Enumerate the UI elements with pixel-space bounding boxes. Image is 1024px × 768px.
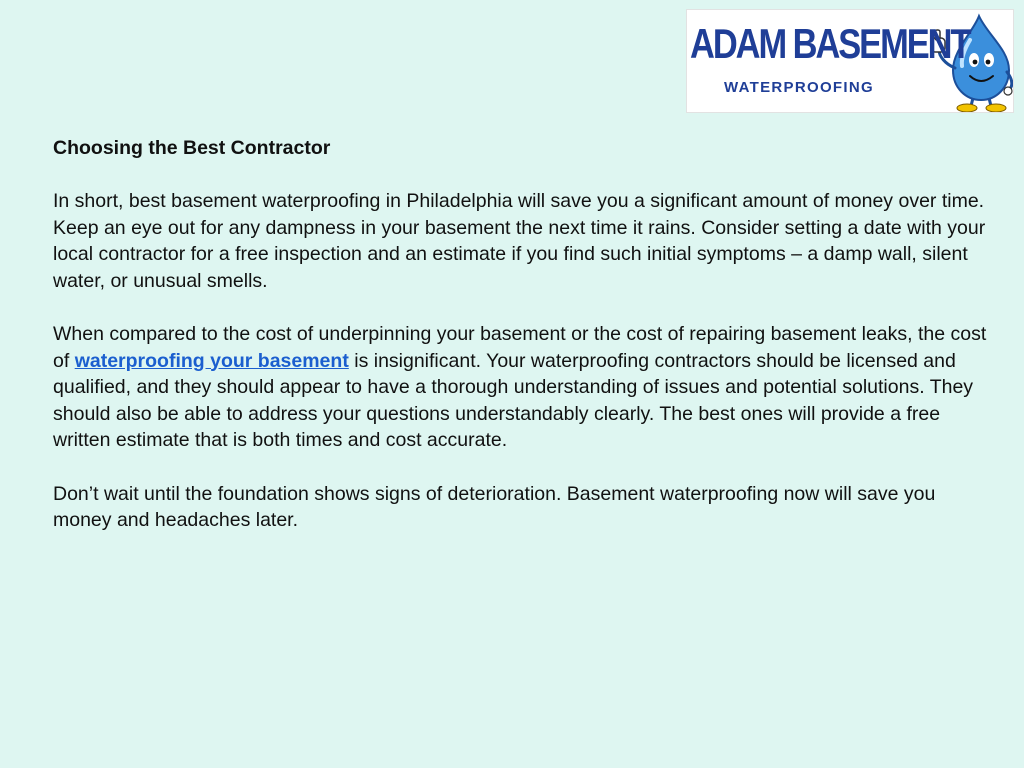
logo-title: ADAM BASEMENT [690,20,970,67]
paragraph-cost-before-link: When compared to the cost of underpinning your basement or the cost of repairing basement leaks, the cost of [53,323,987,372]
logo-subtitle: WATERPROOFING [724,79,874,96]
article-body [53,135,988,561]
paragraph-intro: In short, best basement waterproofing in Philadelphia will save you a significant amount of money over time. Keep an eye out for any dampness in your basement the next time it rains. Consider setting a date with your local contractor for a free inspection and an estimate if you find such initial symptoms – a damp wall, silent water, or unusual smells. [53,190,986,292]
section-heading: Choosing the Best Contractor [53,137,331,159]
waterproofing-link[interactable]: waterproofing your basement [74,349,349,372]
paragraph-cost-after-link: is insignificant. Your waterproofing contractors should be licensed and qualified, and they should appear to have a thorough understanding of issues and potential solutions. They should also be able to address your questions understandably clearly. The best ones will provide a free written estimate that is both times and cost accurate. [53,349,974,451]
company-logo [686,9,1014,113]
paragraph-cost [53,321,988,454]
paragraph-closing: Don’t wait until the foundation shows signs of deterioration. Basement waterproofing now will save you money and headaches later. [53,482,936,531]
